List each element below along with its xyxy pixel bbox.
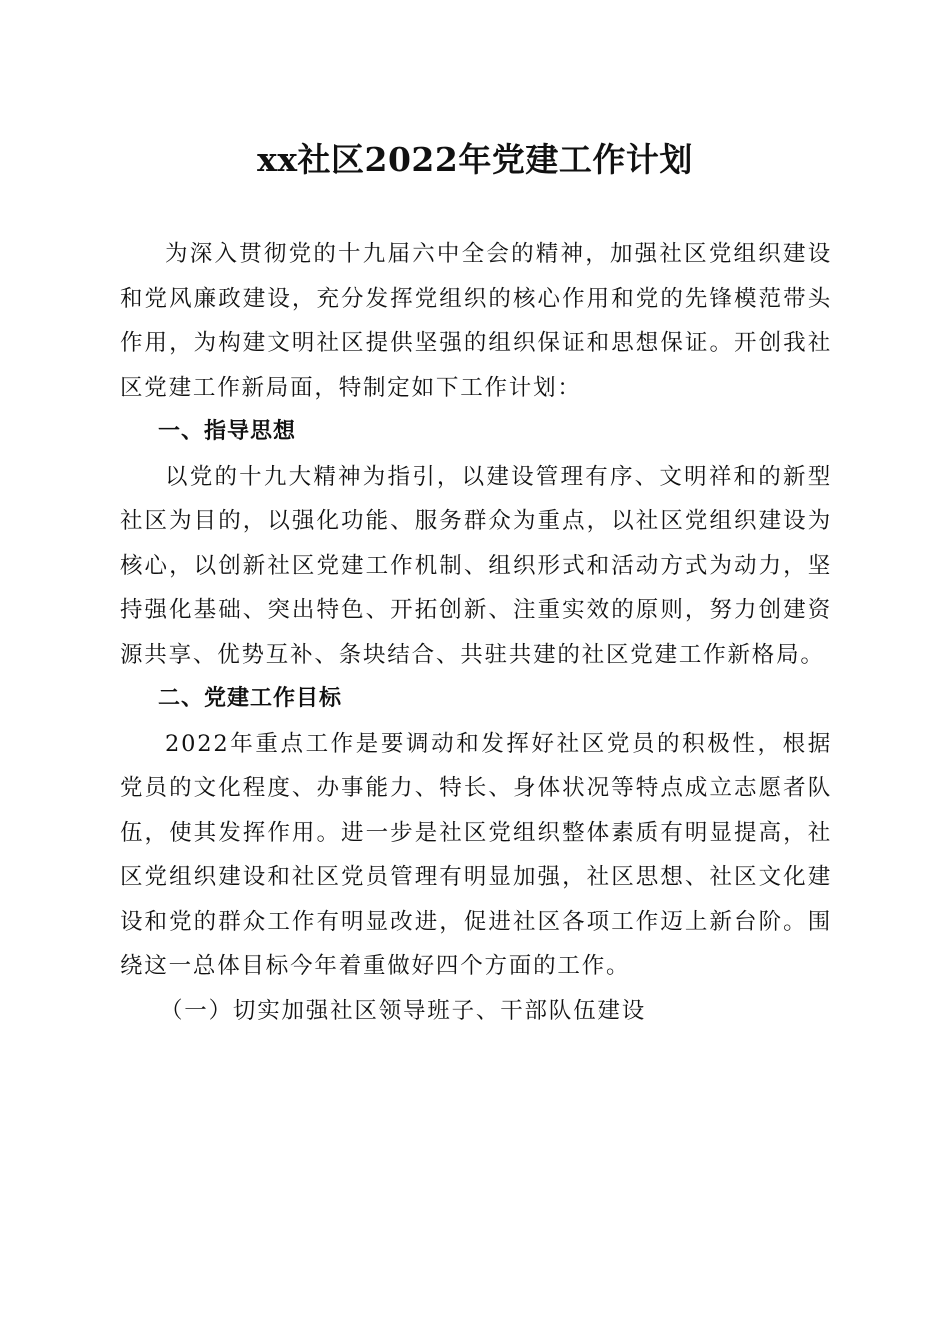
section-paragraph-work-goals: 2022年重点工作是要调动和发挥好社区党员的积极性，根据党员的文化程度、办事能力、特长、身体状况等特点成立志愿者队伍，使其发挥作用。进一步是社区党组织整体素质有明显提高，社区党组织建设和社区党员管理有明显加强，社区思想、社区文化建设和党的群众工作有明显改进，促进社区各项工作迈上新台阶。围绕这一总体目标今年着重做好四个方面的工作。 xyxy=(120,730,832,979)
document-body xyxy=(120,232,832,1033)
section-heading-work-goals: 二、党建工作目标 xyxy=(158,686,343,711)
section-paragraph-guiding-ideology: 以党的十九大精神为指引，以建设管理有序、文明祥和的新型社区为目的，以强化功能、服务群众为重点，以社区党组织建设为核心，以创新社区党建工作机制、组织形式和活动方式为动力，坚持强化基础、突出特色、开拓创新、注重实效的原则，努力创建资源共享、优势互补、条块结合、共驻共建的社区党建工作新格局。 xyxy=(120,463,832,668)
subsection-heading-leadership-building: （一）切实加强社区领导班子、干部队伍建设 xyxy=(160,997,647,1024)
intro-paragraph: 为深入贯彻党的十九届六中全会的精神，加强社区党组织建设和党风廉政建设，充分发挥党组织的核心作用和党的先锋模范带头作用，为构建文明社区提供坚强的组织保证和思想保证。开创我社区党建工作新局面，特制定如下工作计划： xyxy=(120,241,832,401)
section-heading-guiding-ideology: 一、指导思想 xyxy=(158,419,297,444)
document-title: xx社区2022年党建工作计划 xyxy=(257,140,693,179)
